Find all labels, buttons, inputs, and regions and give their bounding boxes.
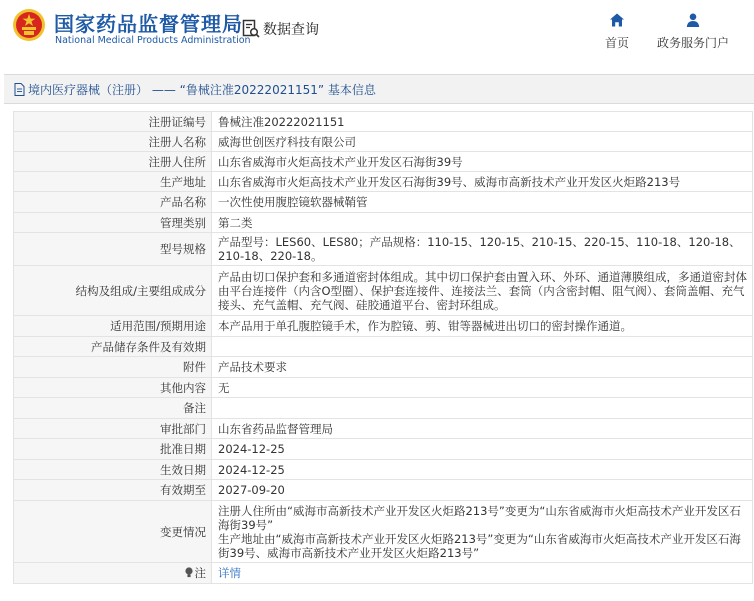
change-record: 注册人住所由“威海市高新技术产业开发区火炬路213号”变更为“山东省威海市火炬高技术产业开发区石海街39号” <box>218 503 741 532</box>
table-row <box>14 501 753 563</box>
document-icon <box>14 83 25 96</box>
field-label: 批准日期 <box>14 439 212 460</box>
table-row <box>14 213 753 233</box>
data-query-label: 数据查询 <box>263 22 319 38</box>
table-row <box>14 419 753 439</box>
table-row <box>14 398 753 419</box>
field-value: 本产品用于单孔腹腔镜手术，作为腔镜、剪、钳等器械进出切口的密封操作通道。 <box>212 316 753 337</box>
table-row <box>14 480 753 501</box>
field-label: 适用范围/预期用途 <box>14 316 212 337</box>
field-label: 其他内容 <box>14 378 212 398</box>
table-row <box>14 378 753 398</box>
record-title-bar <box>4 74 754 104</box>
field-label: 注册人名称 <box>14 132 212 152</box>
field-value: 一次性使用腹腔镜软器械鞘管 <box>212 192 753 213</box>
table-row <box>14 152 753 172</box>
site-logo-subtitle: National Medical Products Administration <box>55 35 251 46</box>
table-row <box>14 266 753 316</box>
table-row <box>14 112 753 132</box>
field-label: 产品储存条件及有效期 <box>14 337 212 357</box>
field-label: 生产地址 <box>14 172 212 192</box>
table-row <box>14 233 753 266</box>
nav-gov-service-portal[interactable] <box>653 12 733 51</box>
field-label: 注 <box>194 566 206 580</box>
field-value: 无 <box>212 378 753 398</box>
registration-info-table <box>13 111 753 584</box>
table-row <box>14 172 753 192</box>
breadcrumb-category[interactable]: 境内医疗器械（注册） <box>28 82 149 97</box>
breadcrumb <box>28 81 376 98</box>
nav-home[interactable] <box>577 12 657 51</box>
field-value: 威海世创医疗科技有限公司 <box>212 132 753 152</box>
field-value: 鲁械注准20222021151 <box>212 112 753 132</box>
table-row <box>14 460 753 480</box>
field-value: 第二类 <box>212 213 753 233</box>
lightbulb-icon <box>184 567 194 578</box>
field-label: 型号规格 <box>14 233 212 266</box>
field-label: 注册证编号 <box>14 112 212 132</box>
field-value: 山东省药品监督管理局 <box>212 419 753 439</box>
document-search-icon <box>242 19 260 39</box>
table-row <box>14 316 753 337</box>
field-value: 山东省威海市火炬高技术产业开发区石海街39号 <box>212 152 753 172</box>
field-label: 附件 <box>14 357 212 378</box>
field-value: 2027-09-20 <box>212 480 753 501</box>
breadcrumb-record: “鲁械注准20222021151” <box>179 82 325 97</box>
table-row <box>14 132 753 152</box>
breadcrumb-suffix: 基本信息 <box>327 82 376 97</box>
home-icon <box>609 12 625 28</box>
field-value: 2024-12-25 <box>212 439 753 460</box>
field-label: 变更情况 <box>14 501 212 563</box>
field-label: 管理类别 <box>14 213 212 233</box>
field-value: 产品由切口保护套和多通道密封体组成。其中切口保护套由置入环、外环、通道薄膜组成，多通道密封体由平台连接件（内含O型圈）、保护套连接件、连接法兰、套筒（内含密封帽、阻气阀）、套筒盖帽、充气接头、充气盖帽、充气阀、硅胶通道平台、密封环组成。 <box>212 266 753 316</box>
note-label-cell <box>14 563 212 584</box>
table-row <box>14 563 753 584</box>
field-label: 审批部门 <box>14 419 212 439</box>
table-row <box>14 439 753 460</box>
site-header <box>0 0 754 66</box>
field-label: 产品名称 <box>14 192 212 213</box>
field-value <box>212 501 753 563</box>
table-row <box>14 357 753 378</box>
field-label: 注册人住所 <box>14 152 212 172</box>
site-logo-title[interactable]: 国家药品监督管理局 <box>54 12 243 36</box>
field-value: 2024-12-25 <box>212 460 753 480</box>
field-value: 产品技术要求 <box>212 357 753 378</box>
nav-home-label: 首页 <box>604 36 629 50</box>
field-value <box>212 398 753 419</box>
field-label: 有效期至 <box>14 480 212 501</box>
table-row <box>14 192 753 213</box>
table-row <box>14 337 753 357</box>
change-record: 生产地址由“威海市高新技术产业开发区火炬路213号”变更为“山东省威海市火炬高技术产业开发区石海街39号、威海市高新技术产业开发区火炬路213号” <box>218 531 741 560</box>
field-value: 山东省威海市火炬高技术产业开发区石海街39号、威海市高新技术产业开发区火炬路213号 <box>212 172 753 192</box>
field-label: 生效日期 <box>14 460 212 480</box>
nav-gov-service-portal-label: 政务服务门户 <box>656 36 729 50</box>
user-icon <box>685 12 701 28</box>
field-value <box>212 563 753 584</box>
national-emblem-icon <box>12 8 46 42</box>
field-value <box>212 337 753 357</box>
details-link[interactable]: 详情 <box>218 566 241 580</box>
breadcrumb-separator: —— <box>151 82 176 97</box>
data-query-link[interactable] <box>242 17 319 41</box>
field-label: 结构及组成/主要组成成分 <box>14 266 212 316</box>
field-label: 备注 <box>14 398 212 419</box>
field-value: 产品型号：LES60、LES80；产品规格：110-15、120-15、210-15、220-15、110-18、120-18、210-18、220-18。 <box>212 233 753 266</box>
